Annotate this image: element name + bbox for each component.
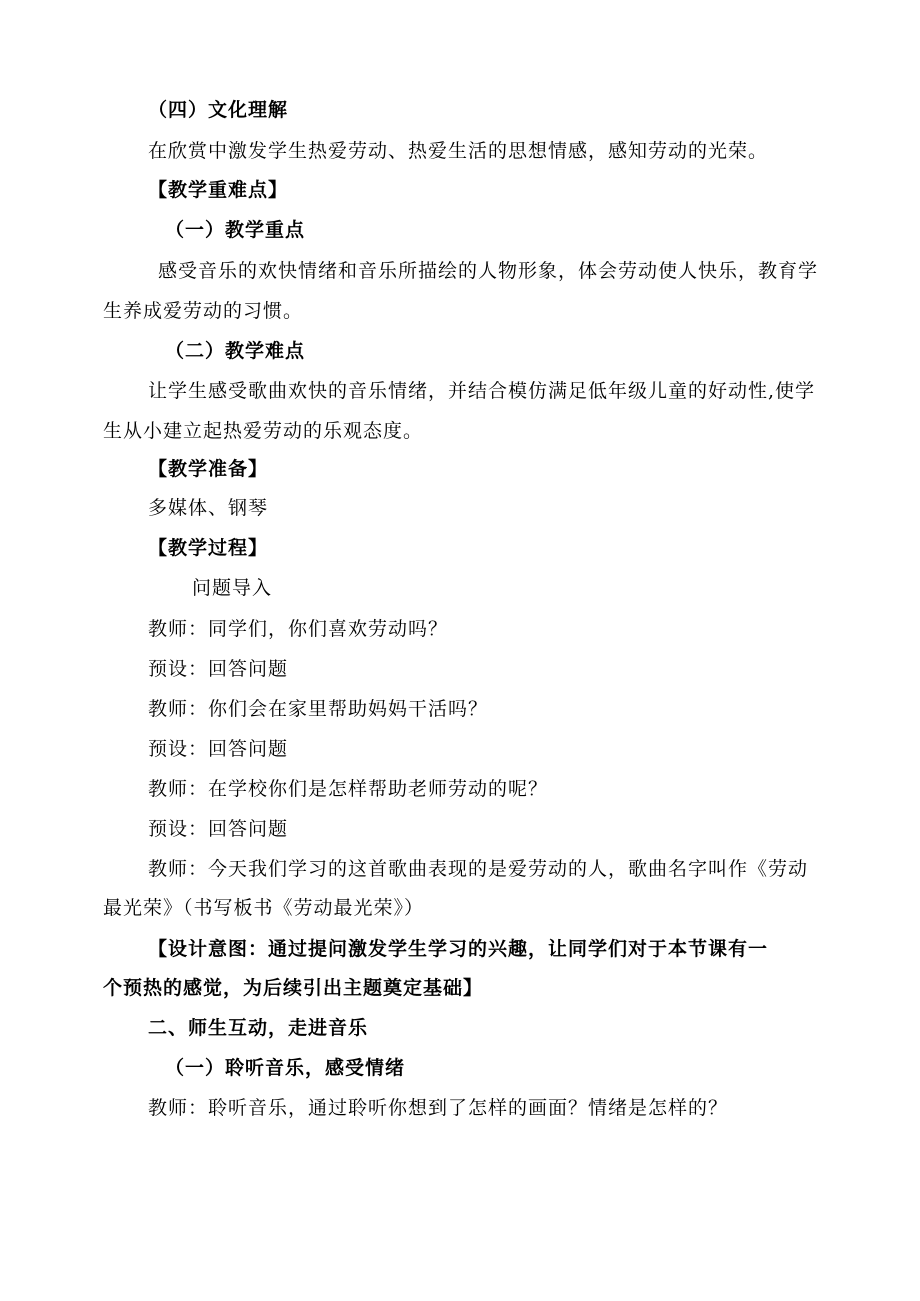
paragraph-difficult-line-1: 让学生感受歌曲欢快的音乐情绪，并结合模仿满足低年级儿童的好动性,使学 (148, 380, 816, 402)
heading-culture-understanding: （四）文化理解 (148, 99, 289, 121)
dialogue-preset-3: 预设：回答问题 (148, 818, 289, 840)
dialogue-teacher-2: 教师：你们会在家里帮助妈妈干活吗？ (148, 698, 489, 720)
paragraph-culture: 在欣赏中激发学生热爱劳动、热爱生活的思想情感，感知劳动的光荣。 (148, 140, 769, 162)
heading-listen-music: （一）聆听音乐，感受情绪 (165, 1057, 406, 1079)
paragraph-preparation: 多媒体、钢琴 (148, 497, 269, 519)
design-intent-line-1: 【设计意图：通过提问激发学生学习的兴趣，让同学们对于本节课有一 (148, 938, 769, 960)
dialogue-teacher-5: 教师：聆听音乐，通过聆听你想到了怎样的画面？情绪是怎样的？ (148, 1097, 729, 1119)
dialogue-teacher-3: 教师：在学校你们是怎样帮助老师劳动的呢？ (148, 778, 549, 800)
dialogue-preset-1: 预设：回答问题 (148, 658, 289, 680)
design-intent-line-2: 个预热的感觉，为后续引出主题奠定基础】 (103, 977, 484, 999)
dialogue-preset-2: 预设：回答问题 (148, 738, 289, 760)
heading-section-2: 二、师生互动，走进音乐 (148, 1017, 369, 1039)
dialogue-teacher-4-line-1: 教师：今天我们学习的这首歌曲表现的是爱劳动的人，歌曲名字叫作《劳动 (148, 858, 809, 880)
paragraph-key-points-line-1: 感受音乐的欢快情绪和音乐所描绘的人物形象，体会劳动使人快乐，教育学 (158, 260, 819, 282)
heading-difficult-points: （二）教学难点 (165, 340, 306, 362)
paragraph-key-points-line-2: 生养成爱劳动的习惯。 (103, 300, 304, 322)
dialogue-teacher-1: 教师：同学们，你们喜欢劳动吗？ (148, 618, 449, 640)
paragraph-difficult-line-2: 生从小建立起热爱劳动的乐观态度。 (103, 420, 424, 442)
heading-question-intro: 问题导入 (192, 577, 273, 599)
heading-key-points: （一）教学重点 (165, 219, 306, 241)
heading-teaching-preparation: 【教学准备】 (148, 458, 269, 480)
heading-teaching-process: 【教学过程】 (148, 537, 269, 559)
heading-key-difficult-points: 【教学重难点】 (148, 179, 289, 201)
dialogue-teacher-4-line-2: 最光荣》（书写板书《劳动最光荣》） (103, 897, 425, 919)
